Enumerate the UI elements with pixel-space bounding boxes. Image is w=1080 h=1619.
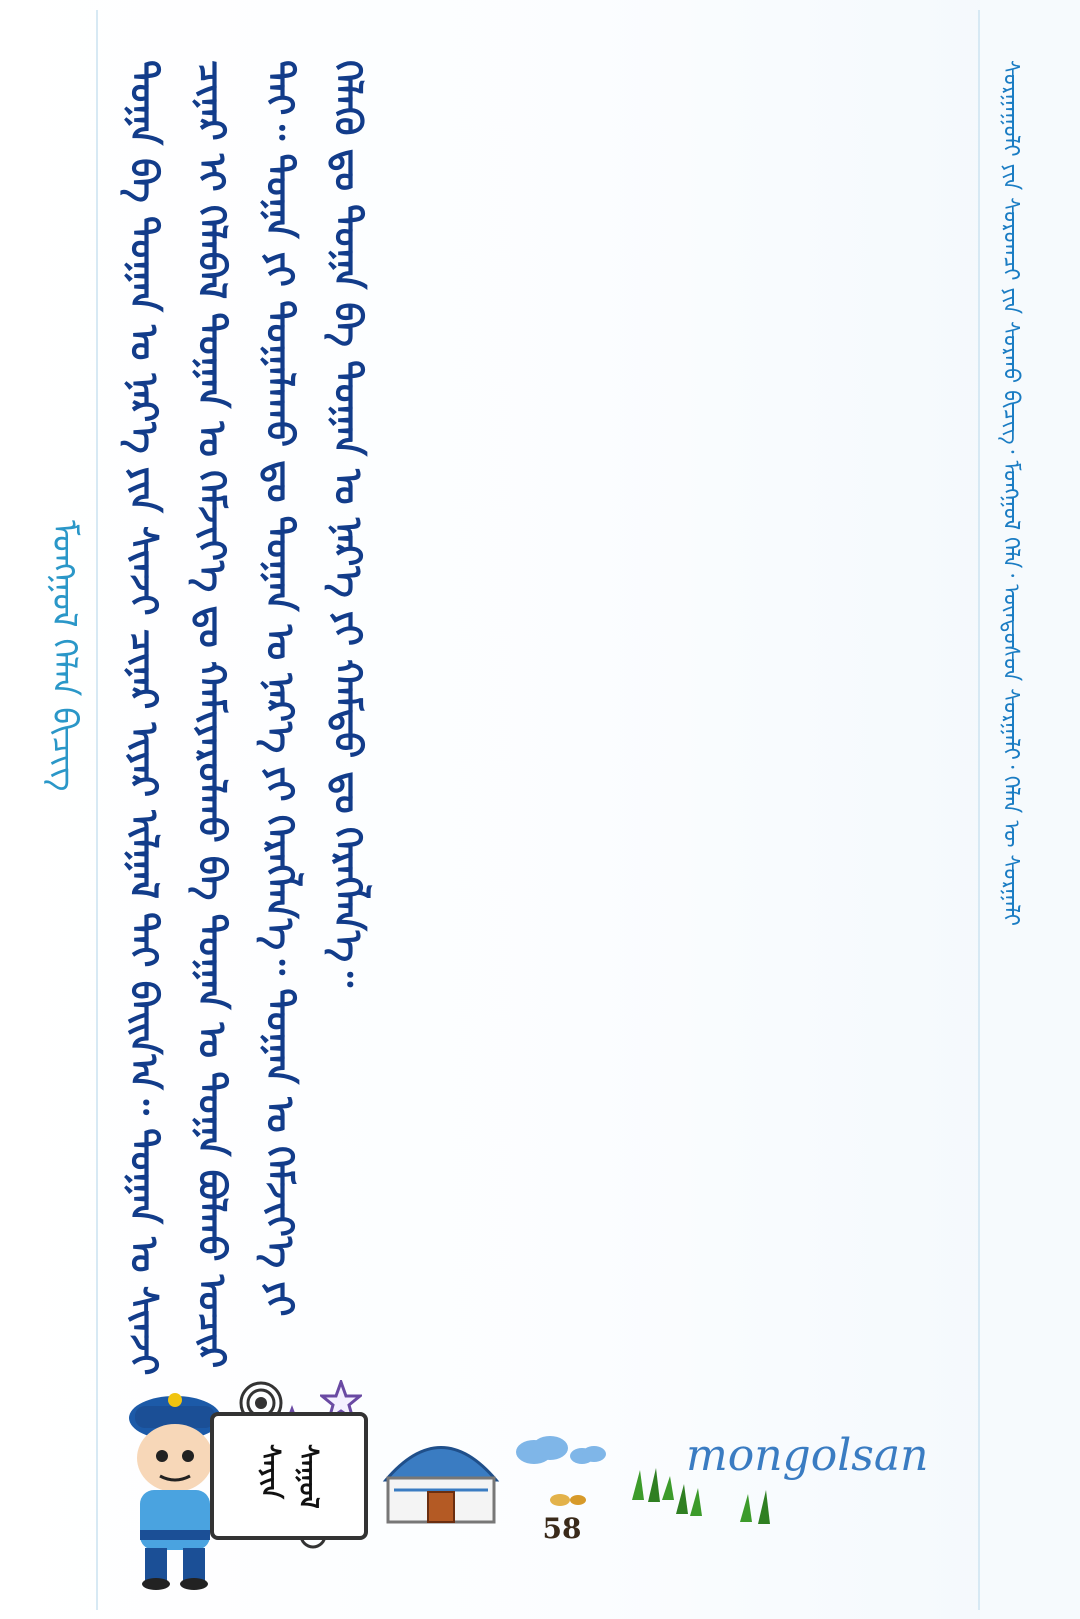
sign-board: [210, 1412, 368, 1540]
sign-line-2: ᠰᠠᠭᠤᠯ: [293, 1443, 323, 1509]
sign-line-1: ᠰᠠᠶᠢᠨ: [255, 1443, 285, 1499]
footer-caption: ᠰᠤᠷᠭᠠᠭᠤᠯᠢ ᠶᠢᠨ ᠰᠤᠷᠤᠭᠴᠢ ᠶᠢᠨ ᠰᠤᠷᠬᠤ ᠪᠢᠴᠢᠭ᠂ ᠮᠣᠩᠭᠣᠯ ᠬᠡᠯᠡ᠂ ᠦᠨᠳᠦᠰᠦᠨ ᠰᠤᠷᠭᠠᠯᠢ᠂ ᠬᠡᠯᠡᠨ ᠦ ᠰᠤᠷᠭᠠᠯᠢ: [998, 60, 1023, 927]
yurt-icon: [376, 1420, 506, 1530]
page-number: 58: [542, 1512, 582, 1545]
brand-wordmark: mongolsan: [686, 1430, 929, 1481]
cloud-icon: [514, 1432, 574, 1468]
stone-icon: [548, 1490, 588, 1510]
body-text: ᠲᠣᠭᠠ ᠪᠠ ᠲᠣᠭᠠᠨ ᠤ ᠨᠡᠷ᠎ᠡ ᠶᠢᠨ ᠰᠢᠨᠵᠢ ᠴᠢᠨᠠᠷ ᠢᠶᠠᠷ ᠢᠯᠭᠠᠯ ᠲᠠᠢ ᠪᠠᠢᠨ᠎ᠠ᠃ ᠲᠣᠭᠠᠨ ᠤ ᠰᠢᠨᠵᠢ ᠴᠢᠨᠠᠷ ᠢ ᠬᠡᠯᠡᠪᠡᠯ ᠲᠣᠭᠠᠨ ᠤ ᠬᠡᠮᠵᠢᠶ᠎ᠡ ᠳᠤ ᠬᠠᠮᠢᠶᠠᠷᠤᠯᠬᠤ ᠪᠠ ᠲᠣᠭᠠᠨ ᠤ ᠲᠣᠭᠠ ᠪᠣᠯᠬᠤ ᠤᠴᠢᠷ ᠲᠠᠢ᠃ ᠲᠣᠭᠠ ᠶᠢ ᠲᠣᠭᠠᠯᠠᠬᠤ ᠳᠤ ᠲᠣᠭᠠᠨ ᠤ ᠨᠡᠷ᠎ᠡ ᠶᠢ ᠬᠡᠷᠡᠭᠯᠡᠨ᠎ᠡ᠃ ᠲᠣᠭᠠᠨ ᠤ ᠬᠡᠮᠵᠢᠶ᠎ᠡ ᠶᠢ ᠬᠡᠯᠡᠬᠦ ᠳᠤ ᠲᠣᠭᠠ ᠪᠠ ᠲᠣᠭᠠᠨ ᠤ ᠨᠡᠷ᠎ᠡ ᠶᠢ ᠬᠠᠮᠲᠤ ᠳᠤ ᠬᠡᠷᠡᠭᠯᠡᠨ᠎ᠡ᠃: [122, 60, 370, 1376]
cloud-icon: [568, 1442, 608, 1468]
page-header-title: ᠮᠣᠩᠭᠣᠯ ᠬᠡᠯᠡᠨ ᠪᠢᠴᠢᠭ: [44, 520, 84, 792]
